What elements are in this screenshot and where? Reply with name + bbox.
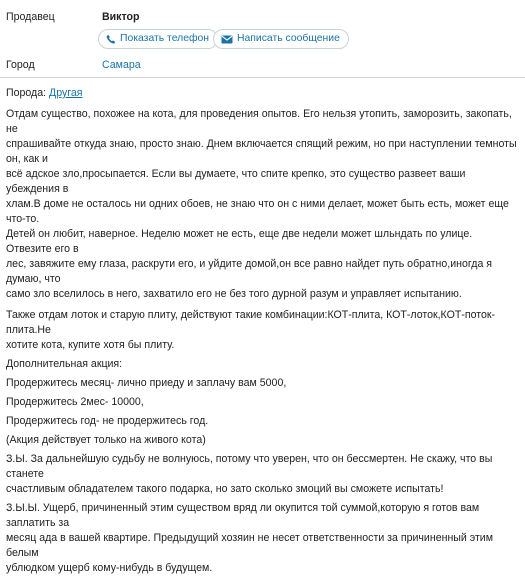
promo-line-2: Продержитесь 2мес- 10000, <box>6 396 144 408</box>
extra-line: хотите кота, купите хотя бы плиту. <box>6 339 175 351</box>
pps-line: З.Ы.Ы. Ущерб, причиненный этим существом вряд ли окупится той суммой,которую я готов вам заплатить за <box>6 502 480 529</box>
description-paragraph <box>6 107 520 302</box>
description-line: хлам.В доме не осталось ни одних обоев, не знаю что он с ними делает, может быть есть, может еще что-то. <box>6 198 509 225</box>
ps-paragraph <box>6 452 520 497</box>
show-phone-label: Показать телефон <box>120 33 210 44</box>
description-line: Детей он любит, наверное. Неделю может не есть, еще две недели может шльндать по улице. Отвезите его в <box>6 228 473 255</box>
seller-label: Продавец <box>6 11 55 23</box>
breed-link[interactable]: Другая <box>49 87 83 99</box>
ps-line: З.Ы. За дальнейшую судьбу не волнуюсь, потому что уверен, что он бессмертен. Не скажу, что вы станете <box>6 453 493 480</box>
breed-row <box>6 86 520 101</box>
description-line: Отдам существо, похожее на кота, для проведения опытов. Его нельзя утопить, заморозить, закопать, не <box>6 108 512 135</box>
ps-line: счастливым обладателем такого подарка, но зато сколько змоций вы сможете испытать! <box>6 483 444 495</box>
phone-icon <box>106 34 120 45</box>
divider <box>0 77 525 78</box>
extra-line: Также отдам лоток и старую плиту, действуют такие комбинации:КОТ-плита, КОТ-лоток,КОТ-поток-плита.Не <box>6 309 496 336</box>
seller-name: Виктор <box>102 11 140 23</box>
write-message-label: Написать сообщение <box>237 33 340 44</box>
city-label: Город <box>6 59 35 71</box>
pps-line: ублюдком ущерб кому-нибудь в будущем. <box>6 562 213 574</box>
extra-paragraph <box>6 308 520 353</box>
description-line: всё адское зло,просыпается. Если вы думаете, что спите крепко, это существо развеет ваши убеждения в <box>6 168 466 195</box>
promo-title: Дополнительная акция: <box>6 358 123 370</box>
promo-line-1: Продержитесь месяц- лично приеду и заплачу вам 5000, <box>6 377 287 389</box>
show-phone-button[interactable] <box>98 29 218 49</box>
pps-line: месяц ада в вашей квартире. Предыдущий хозяин не несет ответственности за причиненный этим белым <box>6 532 493 559</box>
listing-description <box>6 86 520 576</box>
pps-paragraph <box>6 501 520 576</box>
promo-note: (Акция действует только на живого кота) <box>6 434 206 446</box>
write-message-button[interactable] <box>213 29 349 49</box>
description-line: само зло вселилось в него, захватило его не без того дурной разум и управляет испытанию. <box>6 288 462 300</box>
description-line: лес, завяжите ему глаза, раскрути его, и уйдите домой,он все равно найдет путь обратно,иногда я думаю, что <box>6 258 493 285</box>
breed-label: Порода: <box>6 87 47 99</box>
description-line: спрашивайте откуда знаю, просто знаю. Днем включается спящий режим, но при наступлении темноты он, как и <box>6 138 517 165</box>
envelope-icon <box>221 35 237 44</box>
city-link[interactable]: Самара <box>102 59 141 71</box>
promo-line-3: Продержитесь год- не продержитесь год. <box>6 415 209 427</box>
